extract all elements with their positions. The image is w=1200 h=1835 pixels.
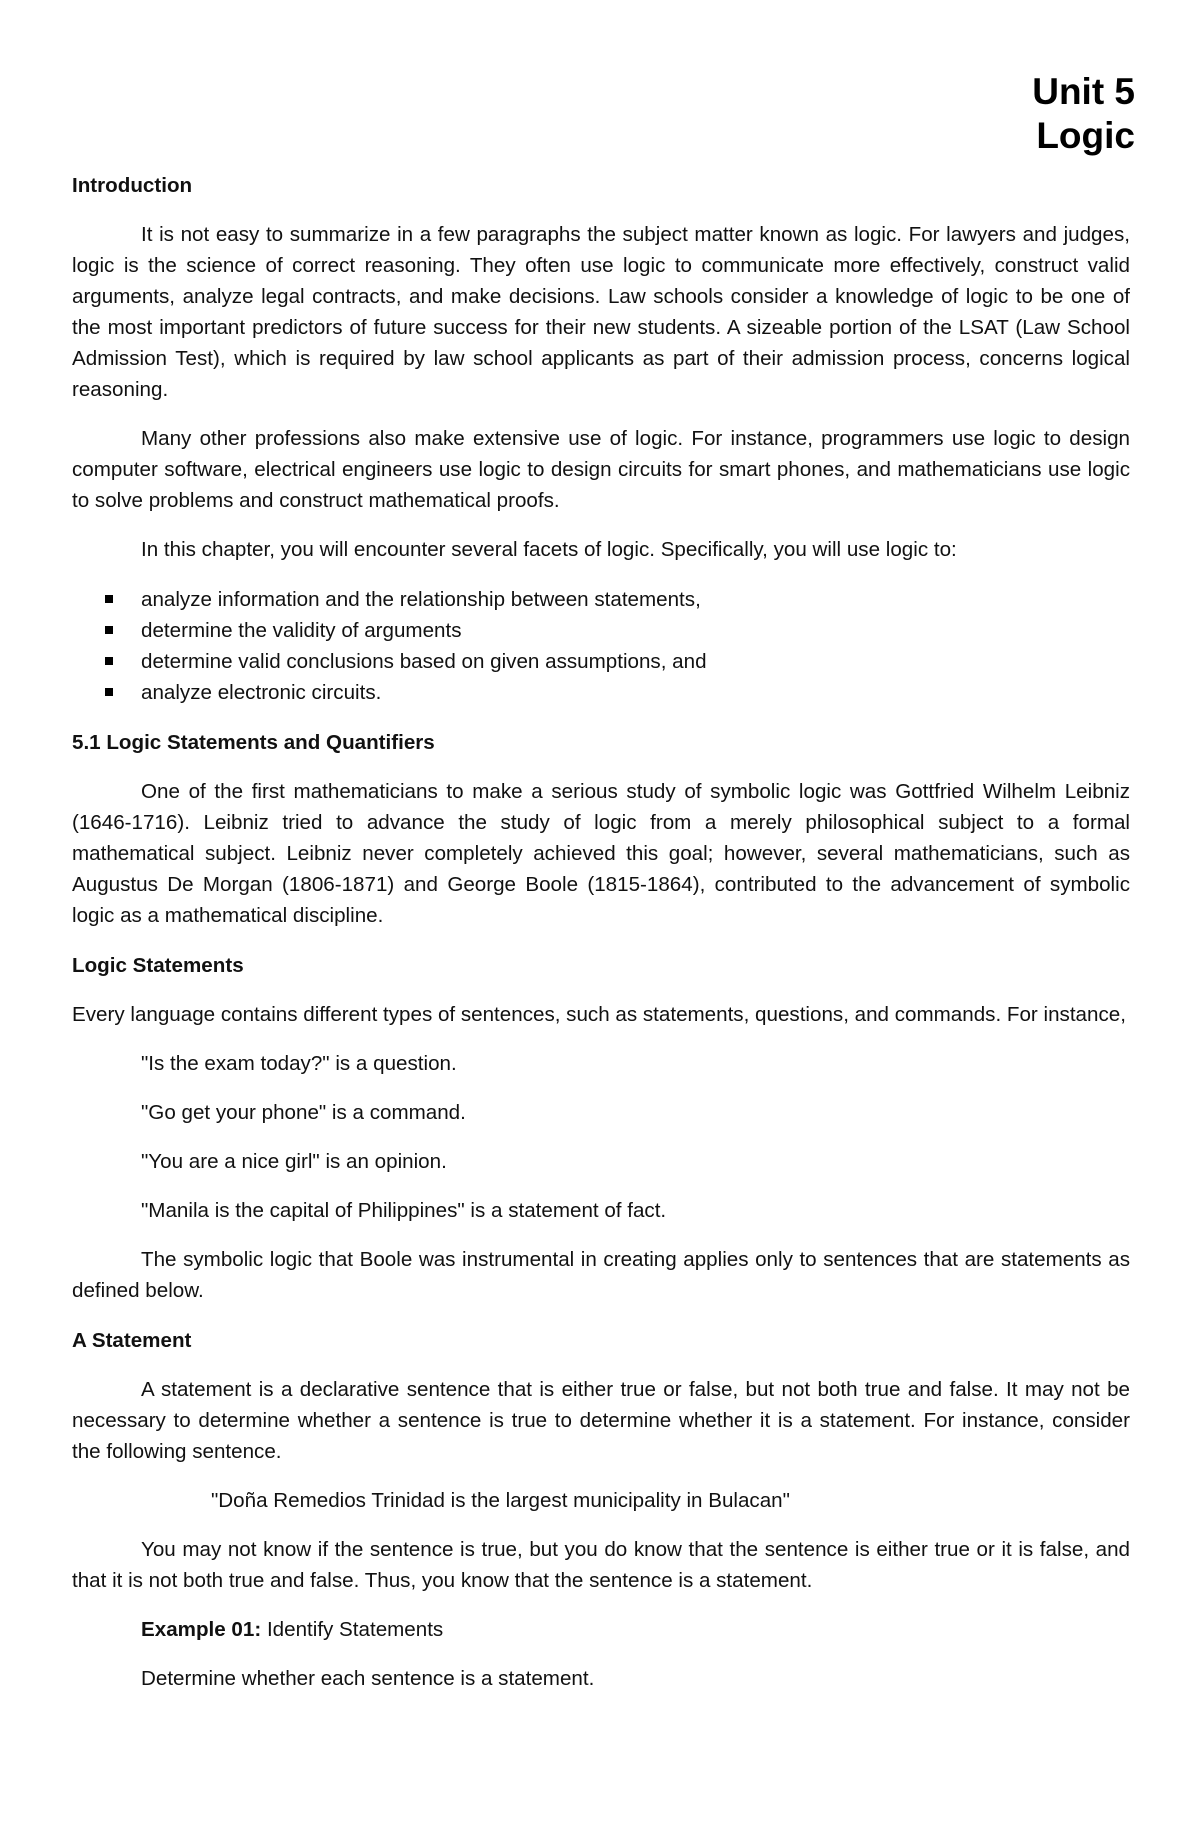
section-5-1-heading: 5.1 Logic Statements and Quantifiers	[72, 731, 435, 754]
example-label: Example 01	[141, 1618, 255, 1641]
sentence-example: "You are a nice girl" is an opinion.	[141, 1150, 447, 1173]
sentence-example: "Manila is the capital of Philippines" is a statement of fact.	[141, 1199, 667, 1222]
sentence-example: "Is the exam today?" is a question.	[141, 1052, 457, 1075]
list-item: analyze information and the relationship between statements,	[72, 584, 1130, 615]
unit-topic: Logic	[1036, 115, 1135, 156]
list-item: analyze electronic circuits.	[72, 677, 1130, 708]
logic-statements-heading: Logic Statements	[72, 954, 244, 977]
example-01-instruction: Determine whether each sentence is a statement.	[141, 1667, 595, 1690]
a-statement-paragraph-1: A statement is a declarative sentence that is either true or false, but not both true and false. It may not be necessary to determine whether a sentence is true to determine whether it is a statement. For instance, consider the following sentence.	[72, 1378, 1130, 1463]
sentence-example: "Go get your phone" is a command.	[141, 1101, 466, 1124]
unit-title-block	[1032, 70, 1135, 158]
unit-number: Unit 5	[1032, 71, 1135, 112]
example-title: Identify Statements	[266, 1618, 444, 1641]
intro-paragraph-2: Many other professions also make extensive use of logic. For instance, programmers use logic to design computer software, electrical engineers use logic to design circuits for smart phones, and mathematicians use logic to solve problems and construct mathematical proofs.	[72, 427, 1130, 512]
list-item: determine the validity of arguments	[72, 615, 1130, 646]
logic-statements-paragraph-1: Every language contains different types of sentences, such as statements, questions, and commands. For instance,	[72, 1003, 1126, 1026]
logic-statements-paragraph-2: The symbolic logic that Boole was instrumental in creating applies only to sentences that are statements as defined below.	[72, 1248, 1130, 1302]
statement-quote: "Doña Remedios Trinidad is the largest municipality in Bulacan"	[211, 1489, 790, 1512]
example-separator: :	[254, 1618, 267, 1641]
section-5-1-paragraph: One of the first mathematicians to make a serious study of symbolic logic was Gottfried Wilhelm Leibniz (1646-1716). Leibniz tried to advance the study of logic from a merely philosophical subject to a formal mathematical subject. Leibniz never completely achieved this goal; however, several mathematicians, such as Augustus De Morgan (1806-1871) and George Boole (1815-1864), contributed to the advancement of symbolic logic as a mathematical discipline.	[72, 780, 1130, 927]
introduction-heading: Introduction	[72, 174, 193, 197]
list-item: determine valid conclusions based on given assumptions, and	[72, 646, 1130, 677]
intro-paragraph-1: It is not easy to summarize in a few paragraphs the subject matter known as logic. For lawyers and judges, logic is the science of correct reasoning. They often use logic to communicate more effectively, construct valid arguments, analyze legal contracts, and make decisions. Law schools consider a knowledge of logic to be one of the most important predictors of future success for their new students. A sizeable portion of the LSAT (Law School Admission Test), which is required by law school applicants as part of their admission process, concerns logical reasoning.	[72, 223, 1130, 401]
document-body	[72, 170, 1130, 1694]
example-01-title	[72, 1614, 1130, 1645]
a-statement-heading: A Statement	[72, 1329, 192, 1352]
a-statement-paragraph-2: You may not know if the sentence is true, but you do know that the sentence is either true or it is false, and that it is not both true and false. Thus, you know that the sentence is a statement.	[72, 1538, 1130, 1592]
intro-paragraph-3: In this chapter, you will encounter several facets of logic. Specifically, you will use logic to:	[141, 538, 957, 561]
objectives-list	[72, 584, 1130, 708]
